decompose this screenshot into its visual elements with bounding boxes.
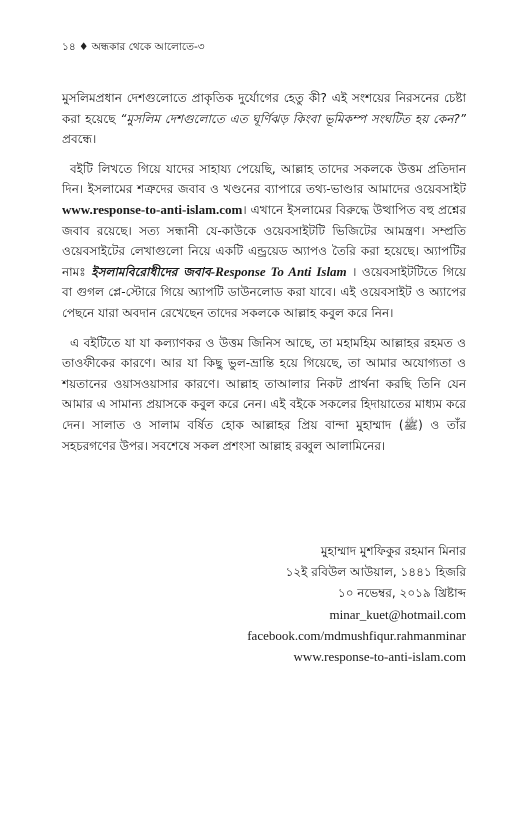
paragraph-2-c: । ওয়েবসাইটটিতে গিয়ে বা গুগল প্লে-স্টোরে গিয়ে অ্যাপটি ডাউনলোড করা যাবে। এই ওয়েবসাইট ও অ্যাপের পেছনে যারা অবদান রেখেছেন তাদের সকলকে আল্লাহ কবুল করে নিন। — [62, 264, 466, 320]
gregorian-date: ১০ নভেম্বর, ২০১৯ খ্রিষ্টাব্দ — [337, 586, 466, 600]
paragraph-3: এ বইটিতে যা যা কল্যাণকর ও উত্তম জিনিস আছে, তা মহামহিম আল্লাহর রহমত ও তাওফীকের কারণে। আর যা কিছু ভুল-ভ্রান্তি হয়ে গিয়েছে, তা আমার অযোগ্যতা ও শয়তানের ওয়াসওয়াসার কারণে। আল্লাহ তাআলার নিকট প্রার্থনা করছি তিনি যেন আমার এ সামান্য প্রয়াসকে কবুল করে নেন। এই বইকে সকলের হিদায়াতের মাধ্যম করে দেন। সালাত ও সালাম বর্ষিত হোক আল্লাহর প্রিয় বান্দা মুহাম্মাদ (ﷺ) ও তাঁর সহচরগণের উপর। সবশেষে সকল প্রশংসা আল্লাহ রব্বুল আলামিনের। — [62, 335, 466, 453]
paragraph-1-tail: প্রবন্ধে। — [62, 132, 97, 147]
paragraph-1-lead: মুসলিমপ্রধান দেশগুলোতে প্রাকৃতিক দুর্যোগের হেতু কী? এই সংশয়ের নিরসনের চেষ্টা করা হয়েছে — [62, 91, 466, 126]
paragraph-1 — [62, 88, 466, 150]
running-header: ১৪ ♦ অন্ধকার থেকে আলোতে-৩ — [62, 41, 205, 53]
app-name-english: -Response To Anti Islam — [210, 263, 347, 279]
author-email[interactable]: minar_kuet@hotmail.com — [329, 607, 466, 622]
body-text — [62, 88, 466, 465]
essay-title-quote: “মুসলিম দেশগুলোতে এত ঘূর্ণিঝড় কিংবা ভূমিকম্প সংঘটিত হয় কেন?” — [120, 111, 466, 126]
app-name-bengali: ইসলামবিরোধীদের জবাব — [91, 264, 211, 279]
facebook-link[interactable]: facebook.com/mdmushfiqur.rahmanminar — [247, 628, 466, 643]
paragraph-2-b: । এখানে ইসলামের বিরুদ্ধে উত্থাপিত বহু প্রশ্নের জবাব রয়েছে। সত্য সন্ধানী যে-কাউকে ওয়েবসাইটটি ভিজিটের আমন্ত্রণ। সম্প্রতি ওয়েবসাইটের লেখাগুলো নিয়ে একটি এন্ড্রয়েড অ্যাপও তৈরি করা হয়েছে। অ্যাপটির নামঃ — [62, 202, 466, 279]
paragraph-2-a: বইটি লিখতে গিয়ে যাদের সাহায্য পেয়েছি, আল্লাহ তাদের সকলকে উত্তম প্রতিদান দিন। ইসলামের শত্রুদের জবাব ও খণ্ডনের ব্যাপারে তথ্য-ভাণ্ডার আমাদের ওয়েবসাইট — [62, 161, 466, 197]
website-link[interactable]: www.response-to-anti-islam.com — [62, 201, 243, 217]
hijri-date: ১২ই রবিউল আউয়াল, ১৪৪১ হিজরি — [285, 565, 466, 579]
author-name: মুহাম্মাদ মুশফিকুর রহমান মিনার — [320, 544, 466, 558]
author-signature — [247, 541, 466, 667]
signature-website-link[interactable]: www.response-to-anti-islam.com — [293, 649, 466, 664]
paragraph-2 — [62, 159, 466, 324]
